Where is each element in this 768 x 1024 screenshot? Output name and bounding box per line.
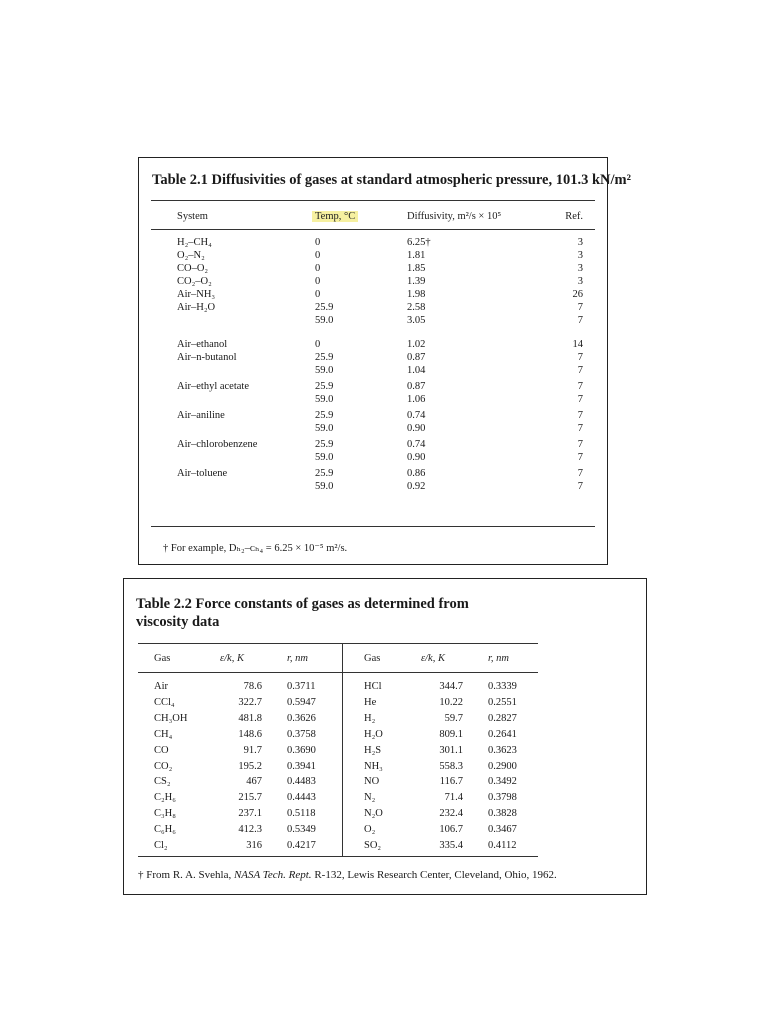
diffusivity-cell: 0.74 [407, 410, 426, 421]
table-row [139, 262, 607, 275]
r-cell: 0.3626 [287, 713, 316, 724]
ek-cell: 78.6 [243, 681, 262, 692]
temp-cell: 59.0 [315, 365, 334, 376]
temp-cell: 25.9 [315, 468, 334, 479]
diffusivity-cell: 1.39 [407, 276, 426, 287]
ref-cell: 7 [577, 468, 583, 479]
header-ref: Ref. [565, 211, 583, 222]
r-cell: 0.4483 [287, 776, 316, 787]
table-row [139, 438, 607, 451]
system-cell: Air–H₂O [177, 302, 216, 313]
gas-cell: C₃H₈ [154, 808, 176, 819]
ref-cell: 7 [577, 352, 583, 363]
system-cell: Air–ethanol [177, 339, 228, 350]
diffusivity-cell: 0.74 [407, 439, 426, 450]
diffusivity-cell: 1.81 [407, 250, 426, 261]
table-row [139, 288, 607, 301]
system-cell: Air–NH₃ [177, 289, 216, 300]
ref-cell: 7 [577, 410, 583, 421]
gas-cell: SO₂ [364, 840, 382, 851]
ek-cell: 316 [246, 840, 262, 851]
header-gas-left: Gas [154, 653, 171, 664]
diffusivity-cell: 1.02 [407, 339, 426, 350]
ref-cell: 3 [577, 276, 583, 287]
temp-cell: 25.9 [315, 381, 334, 392]
r-cell: 0.5349 [287, 824, 316, 835]
gas-cell: O₂ [364, 824, 376, 835]
diffusivity-cell: 1.85 [407, 263, 426, 274]
table-row [124, 696, 646, 709]
r-cell: 0.2827 [488, 713, 517, 724]
table-row [139, 451, 607, 464]
table-row [124, 791, 646, 804]
gas-cell: CO [154, 745, 169, 756]
gas-cell: NH₃ [364, 761, 383, 772]
table-row [124, 680, 646, 693]
table-row [139, 409, 607, 422]
ref-cell: 3 [577, 237, 583, 248]
temp-cell: 0 [315, 276, 321, 287]
diffusivity-cell: 0.86 [407, 468, 426, 479]
table-2-2-panel [123, 578, 647, 895]
ek-cell: 322.7 [238, 697, 262, 708]
ref-cell: 3 [577, 250, 583, 261]
table-row [124, 807, 646, 820]
ek-cell: 237.1 [238, 808, 262, 819]
table-row [139, 301, 607, 314]
header-gas-right: Gas [364, 653, 381, 664]
ek-cell: 301.1 [439, 745, 463, 756]
r-cell: 0.2900 [488, 761, 517, 772]
table-row [139, 338, 607, 351]
r-cell: 0.3339 [488, 681, 517, 692]
diffusivity-cell: 0.87 [407, 352, 426, 363]
system-cell: Air–aniline [177, 410, 225, 421]
ek-cell: 344.7 [439, 681, 463, 692]
header-rule [138, 672, 538, 673]
table-row [139, 351, 607, 364]
gas-cell: N₂O [364, 808, 383, 819]
ek-cell: 71.4 [444, 792, 463, 803]
gas-cell: H₂O [364, 729, 383, 740]
temp-cell: 59.0 [315, 315, 334, 326]
header-ek-right: ε/k, K [421, 653, 445, 664]
ek-cell: 116.7 [439, 776, 463, 787]
temp-cell: 25.9 [315, 302, 334, 313]
top-rule [151, 200, 595, 201]
table-row [139, 275, 607, 288]
table-2-1-title: Table 2.1 Diffusivities of gases at standard atmospheric pressure, 101.3 kN/m² [152, 172, 631, 188]
table-row [139, 380, 607, 393]
table-row [124, 728, 646, 741]
r-cell: 0.3690 [287, 745, 316, 756]
r-cell: 0.4112 [488, 840, 517, 851]
table-2-2-title-line1: Table 2.2 Force constants of gases as determined from [136, 596, 469, 612]
gas-cell: H₂ [364, 713, 376, 724]
top-rule [138, 643, 538, 644]
r-cell: 0.2551 [488, 697, 517, 708]
diffusivity-cell: 2.58 [407, 302, 426, 313]
table-2-2-footnote: † From R. A. Svehla, NASA Tech. Rept. R-132, Lewis Research Center, Cleveland, Ohio, 1962. [138, 869, 557, 881]
ref-cell: 7 [577, 381, 583, 392]
header-r-left: r, nm [287, 653, 309, 664]
gas-cell: NO [364, 776, 380, 787]
temp-cell: 59.0 [315, 423, 334, 434]
r-cell: 0.3711 [287, 681, 316, 692]
table-row [139, 364, 607, 377]
gas-cell: C₆H₆ [154, 824, 176, 835]
temp-cell: 25.9 [315, 352, 334, 363]
ref-cell: 3 [577, 263, 583, 274]
r-cell: 0.3798 [488, 792, 517, 803]
table-row [124, 823, 646, 836]
table-row [139, 249, 607, 262]
temp-cell: 59.0 [315, 452, 334, 463]
system-cell: H₂–CH₄ [177, 237, 212, 248]
table-row [139, 480, 607, 493]
ref-cell: 26 [572, 289, 583, 300]
diffusivity-cell: 0.92 [407, 481, 426, 492]
ref-cell: 7 [577, 365, 583, 376]
temp-cell: 25.9 [315, 439, 334, 450]
table-row [124, 712, 646, 725]
r-cell: 0.4443 [287, 792, 316, 803]
ek-cell: 195.2 [238, 761, 262, 772]
r-cell: 0.3941 [287, 761, 316, 772]
gas-cell: CH₄ [154, 729, 173, 740]
ref-cell: 7 [577, 394, 583, 405]
temp-cell: 0 [315, 339, 321, 350]
temp-cell: 59.0 [315, 481, 334, 492]
table-row [139, 236, 607, 249]
ref-cell: 7 [577, 439, 583, 450]
system-cell: O₂–N₂ [177, 250, 205, 261]
gas-cell: H₂S [364, 745, 382, 756]
header-system: System [177, 211, 208, 222]
ek-cell: 481.8 [238, 713, 262, 724]
ref-cell: 14 [572, 339, 583, 350]
ek-cell: 558.3 [439, 761, 463, 772]
system-cell: CO–O₂ [177, 263, 209, 274]
r-cell: 0.5118 [287, 808, 316, 819]
r-cell: 0.2641 [488, 729, 517, 740]
table-row [124, 744, 646, 757]
ek-cell: 10.22 [439, 697, 463, 708]
temp-cell: 0 [315, 289, 321, 300]
ref-cell: 7 [577, 423, 583, 434]
table-row [139, 422, 607, 435]
bottom-rule [151, 526, 595, 527]
gas-cell: HCl [364, 681, 382, 692]
r-cell: 0.3758 [287, 729, 316, 740]
ek-cell: 232.4 [439, 808, 463, 819]
ek-cell: 91.7 [243, 745, 262, 756]
r-cell: 0.3828 [488, 808, 517, 819]
gas-cell: N₂ [364, 792, 376, 803]
diffusivity-cell: 3.05 [407, 315, 426, 326]
bottom-rule [138, 856, 538, 857]
diffusivity-cell: 0.87 [407, 381, 426, 392]
ek-cell: 106.7 [439, 824, 463, 835]
r-cell: 0.3492 [488, 776, 517, 787]
header-r-right: r, nm [488, 653, 510, 664]
r-cell: 0.3623 [488, 745, 517, 756]
header-rule [151, 229, 595, 230]
temp-cell: 0 [315, 237, 321, 248]
table-row [124, 839, 646, 852]
table-row [124, 775, 646, 788]
ek-cell: 215.7 [238, 792, 262, 803]
temp-cell: 59.0 [315, 394, 334, 405]
ref-cell: 7 [577, 315, 583, 326]
header-temp: Temp, °C [315, 210, 358, 223]
ref-cell: 7 [577, 481, 583, 492]
gas-cell: CCl₄ [154, 697, 175, 708]
gas-cell: He [364, 697, 377, 708]
header-diffusivity: Diffusivity, m²/s × 10⁵ [407, 211, 502, 222]
gas-cell: CH₃OH [154, 713, 188, 724]
diffusivity-cell: 1.06 [407, 394, 426, 405]
diffusivity-cell: 1.98 [407, 289, 426, 300]
ref-cell: 7 [577, 302, 583, 313]
ek-cell: 412.3 [238, 824, 262, 835]
gas-cell: Air [154, 681, 168, 692]
gas-cell: CS₂ [154, 776, 171, 787]
diffusivity-cell: 1.04 [407, 365, 426, 376]
table-2-2-title-line2: viscosity data [136, 614, 220, 630]
gas-cell: Cl₂ [154, 840, 168, 851]
ek-cell: 335.4 [439, 840, 463, 851]
table-row [124, 760, 646, 773]
ek-cell: 809.1 [439, 729, 463, 740]
ref-cell: 7 [577, 452, 583, 463]
gas-cell: CO₂ [154, 761, 173, 772]
diffusivity-cell: 6.25† [407, 237, 431, 248]
header-ek-left: ε/k, K [220, 653, 244, 664]
ek-cell: 467 [246, 776, 262, 787]
table-row [139, 467, 607, 480]
system-cell: Air–toluene [177, 468, 228, 479]
ek-cell: 59.7 [444, 713, 463, 724]
r-cell: 0.4217 [287, 840, 316, 851]
table-row [139, 314, 607, 327]
temp-cell: 0 [315, 263, 321, 274]
r-cell: 0.5947 [287, 697, 316, 708]
system-cell: Air–n-butanol [177, 352, 237, 363]
table-2-1-footnote: † For example, Dₕ₂–ᴄₕ₄ = 6.25 × 10⁻⁵ m²/s. [163, 543, 348, 554]
ek-cell: 148.6 [238, 729, 262, 740]
system-cell: Air–chlorobenzene [177, 439, 258, 450]
system-cell: CO₂–O₂ [177, 276, 212, 287]
table-row [139, 393, 607, 406]
r-cell: 0.3467 [488, 824, 517, 835]
diffusivity-cell: 0.90 [407, 452, 426, 463]
diffusivity-cell: 0.90 [407, 423, 426, 434]
table-2-1-panel [138, 157, 631, 565]
temp-cell: 25.9 [315, 410, 334, 421]
system-cell: Air–ethyl acetate [177, 381, 250, 392]
temp-cell: 0 [315, 250, 321, 261]
gas-cell: C₂H₆ [154, 792, 176, 803]
